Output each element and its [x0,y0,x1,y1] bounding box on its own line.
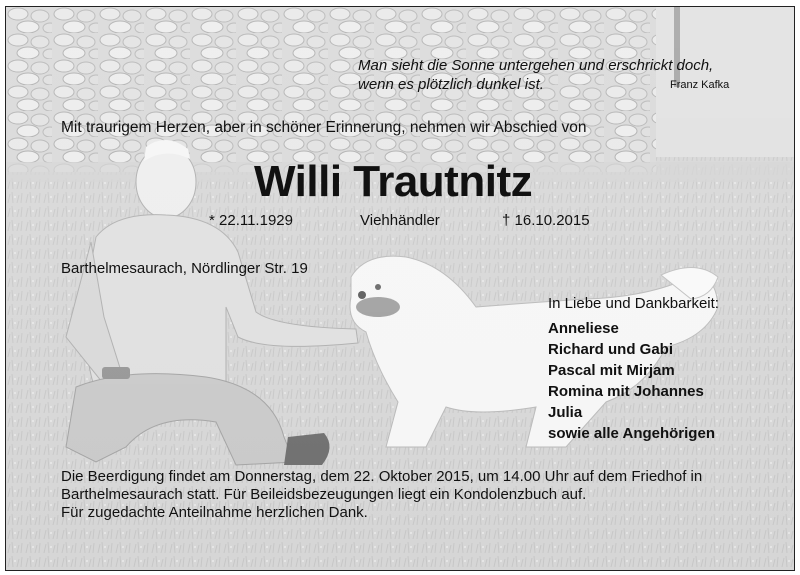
mourner-name: Julia [548,404,583,421]
birth-date: * 22.11.1929 [209,212,293,229]
mourner-name: sowie alle Angehörigen [548,425,715,442]
intro-text: Mit traurigem Herzen, aber in schöner Erinnerung, nehmen wir Abschied von [61,119,587,136]
mourner-name: Richard und Gabi [548,341,674,358]
mourners-intro: In Liebe und Dankbarkeit: [548,295,719,312]
mourner-name: Romina mit Johannes [548,383,704,400]
quote-line-1: Man sieht die Sonne untergehen und erschrickt doch, [358,57,714,74]
funeral-line-2: Barthelmesaurach statt. Für Beileidsbezeugungen liegt ein Kondolenzbuch auf. [61,486,587,503]
funeral-notice [61,468,781,522]
mourners-list [548,318,715,444]
quote-line-2: wenn es plötzlich dunkel ist. [358,76,544,93]
quote-author: Franz Kafka [670,79,730,91]
address: Barthelmesaurach, Nördlinger Str. 19 [61,260,308,277]
mourner-name: Pascal mit Mirjam [548,362,675,379]
obituary-card [5,6,795,571]
deceased-name: Willi Trautnitz [254,157,533,206]
funeral-line-1: Die Beerdigung findet am Donnerstag, dem 22. Oktober 2015, um 14.00 Uhr auf dem Friedhof in [61,468,703,485]
funeral-line-3: Für zugedachte Anteilnahme herzlichen Dank. [61,504,368,521]
mourner-name: Anneliese [548,320,619,337]
death-date: † 16.10.2015 [502,212,590,229]
occupation: Viehhändler [360,212,440,229]
